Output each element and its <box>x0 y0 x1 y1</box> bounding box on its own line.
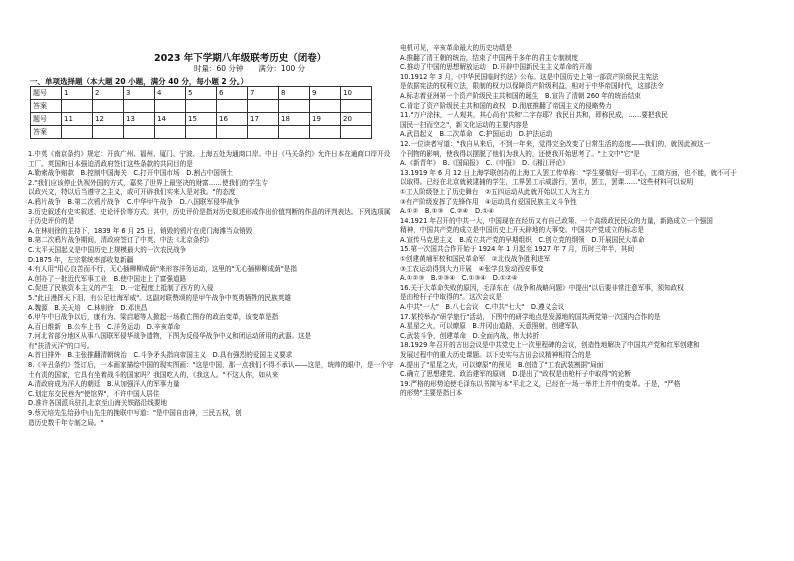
question-number: 11 <box>62 113 93 126</box>
question-number: 4 <box>155 87 186 100</box>
answer-cell[interactable] <box>279 126 310 139</box>
answer-cell[interactable] <box>310 100 341 113</box>
row-label: 题号 <box>31 113 62 126</box>
answer-cell[interactable] <box>93 126 124 139</box>
answer-cell[interactable] <box>155 126 186 139</box>
question-number: 3 <box>124 87 155 100</box>
question-number: 12 <box>93 113 124 126</box>
answer-cell[interactable] <box>186 126 217 139</box>
answer-table <box>30 86 372 139</box>
question-number: 18 <box>279 113 310 126</box>
row-label: 题号 <box>31 87 62 100</box>
answer-cell[interactable] <box>62 126 93 139</box>
row-label: 答案 <box>31 100 62 113</box>
answer-cell[interactable] <box>62 100 93 113</box>
answer-table-row <box>31 87 372 100</box>
exam-title: 2023 年下学期八年级联考历史（闭卷） <box>154 53 327 64</box>
answer-cell[interactable] <box>124 126 155 139</box>
question-number: 7 <box>248 87 279 100</box>
answer-cell[interactable] <box>217 100 248 113</box>
questions-left: 1.中英《南京条约》规定：开放广州、福州、厦门、宁波、上海五处为通商口岸。中日《马关条约》允许日本在通商口岸开设工厂。英国和日本强迫清政府签订这些条款的共同目的是 A.勒索战争赔款 B.控制中国海关 C.打开中国市场 D.割占中国领土 2."我们应该停止仇视外国的方式，嘉奖了世界上最坚决的财富……使我们的学生专 以政兴文，特以后当遵守之主义，或可开辟我们实来人是对我。"的态度 A.鸦片战争 B.第二次鸦片战争 C.中华甲午战争 D.八国联军侵华战争 3.历史叙述有史实叙述、史论评价等方式。其中，历史评价是指对历史叙述形成作出价值判断的作品的评判表达。下列选项属于历史评价的是 A.在林则徐的主持下，1839 年 6 月 25 日，销毁的鸦片在虎门海滩当众销毁 B.第二次鸦片战争期间，清政府签订了中英、中法《北京条约》 C.太平天国起义是中国历史上规模最大的一次农民战争 D.1875 年，左宗棠统率部收复新疆 4.有人用"用心良苦而不行，无心插柳柳成荫"来形容洋务运动，这里的"无心插柳柳成荫"是指 A.创办了一批近代军事工业 B.使中国走上了富强道路 C.促进了民族资本主义的产生 D.一定程度上抵制了西方的入侵 5."此日漫挥天下泪，有公足壮海军威"。这副对联赞颂的是甲午战争中英勇牺牲的民族英雄 A.魏源 B.关天培 C.林则徐 D.邓世昌 6.甲午中日战争以后，康有为、梁启超等人掀起一场救亡图存的政治变革，该变革是指 A.百日维新 B.公车上书 C.洋务运动 D.辛亥革命 7.河北省部分地区从事八国联军侵华战争遗物，下图为反侵华战争中义和团运动所用的武器。这是 有"扶清灭洋"的口号。 A.首目排外 B.主张推翻清朝统治 C.斗争矛头指向帝国主义 D.具有强烈的爱国主义要求 8.《辛丑条约》签订后，一本画家描绘中国的现实图画："这是中国，那一点我们不得不承认——这是，统帅的眼中，是一个守土有责的国家，它具有坐着战斗的国家吗？我国吃人的，《我这人。"不这人你，如从来 A.清政府成为洋人的朝廷 B.从加强洋人的军事力量 C.划定东交民巷为"使馆界"，不许中国人居住 D.准许各国派兵驻扎北京至山海关铁路沿线要地 9.蔡元培先生给孙中山先生的挽联中写道："是中国自由神，三民五权，创 造历史数千年专制之局。" <box>28 150 394 427</box>
answer-cell[interactable] <box>341 126 372 139</box>
answer-cell[interactable] <box>248 126 279 139</box>
question-number: 14 <box>155 113 186 126</box>
question-number: 2 <box>93 87 124 100</box>
answer-cell[interactable] <box>155 100 186 113</box>
question-number: 16 <box>217 113 248 126</box>
exam-meta: 时量：60 分钟 满分：100 分 <box>194 64 306 73</box>
answer-table-row <box>31 126 372 139</box>
question-number: 17 <box>248 113 279 126</box>
question-number: 8 <box>279 87 310 100</box>
question-number: 15 <box>186 113 217 126</box>
answer-cell[interactable] <box>279 100 310 113</box>
answer-cell[interactable] <box>124 100 155 113</box>
answer-cell[interactable] <box>93 100 124 113</box>
question-number: 20 <box>341 113 372 126</box>
question-number: 19 <box>310 113 341 126</box>
question-number: 6 <box>217 87 248 100</box>
answer-table-row <box>31 100 372 113</box>
answer-cell[interactable] <box>310 126 341 139</box>
answer-cell[interactable] <box>186 100 217 113</box>
answer-table-row <box>31 113 372 126</box>
row-label: 答案 <box>31 126 62 139</box>
question-number: 13 <box>124 113 155 126</box>
question-number: 1 <box>62 87 93 100</box>
question-number: 9 <box>310 87 341 100</box>
answer-cell[interactable] <box>248 100 279 113</box>
question-number: 5 <box>186 87 217 100</box>
questions-right: 电机可见，辛亥革命最大的历史功绩是 A.推翻了清王朝的统治，结束了中国两千多年的君主专制制度 C.推动了中国的思想解放运动 D.开辟中国新民主主义革命的开端 10.1912 年 3 月，《中华民国临时约法》公布。这是中国历史上第一部资产阶级民主宪法 是依据宪法的权利立法，限制的权力以保障资产阶级利益，相对于中华帝国时代，这部法令 A.标志着亚洲第一个资产阶级民主共和国的诞生 B.宣告了清朝 260 年的统治结束 C.肯定了资产阶级民主共和国的政权 D.彻底推翻了帝国主义的侵略势力 11."万户涂抹，一人观其，其心尚有'共和'二字存耶？我民日共和，即称民成，……要把我民 国民一扫而空之"，新文化运动的主要内容是 A.武昌起义 B.二次革命 C.护国运动 D.护法运动 12.一位读者写道："我自从来后，不到一年来，觉得完全改变了日常生活的态度——我们的，就因此被这一 个刊物的影响，使我得以摆脱了他们为我人的，还使我开始思考了。"上文中"它"是 A.《新青年》 B.《国闻报》 C.《申报》 D.《湘江评论》 13.1919 年 6 月 12 日上海学联创办的上海工人罢工传单称："学生要做好一切平心，工商方面，也不能，就不可于 以取得。已经在北京就被逮捕的学生，工界罢工示威游行，罢市，罢工，罢课……"这些材料可以说明 ①工人阶级登上了历史舞台 ②五四运动从此就开始以工人为主力 ③有产阶级发挥了先锋作用 ④运动具有爱国民族主义斗争性 A.①② B.①③ C.②④ D.①④ 14.1921 年召开的中共一大，中国现在在经历又有自己政策、一个高级政民民众的力量，新路成立一个强国 精神，中国共产党的成立是中国历史上开天辟地的大事变。中国共产党成立的标志是 A.宣传马克思主义 B.成立共产党的早期组织 C.创立党的纲领 D.开展国民大革命 15.第一次国共合作开始于 1924 年 1 月起至 1927 年 7 月，历时三年半，其间 ①创建黄埔军校和国民革命军 ②北伐战争胜利进军 ③工农运动得到大力开展 ④张学良发动西安事变 A.①②③ B.②③④ C.①③④ D.①②④ 16.关于大革命失败的原因，毛泽东在《战争和战略问题》中提出"以后要非常注意军事，须知政权 是由枪杆子中取得的"。这次会议是 A.中共"一大" B.八七会议 C.中共"七大" D.遵义会议 17.某校举办"研学旅行"活动，下图中的研学地点是发源地的国共两党第一次国内合作的是 A.星星之火，可以燎原 B.井冈山道路，天意照射，创建军队 C.武装斗争，创建革命 D.全面内战，伟大转折 18.1929 年召开的古田会议是中共党史上一次里程碑的会议，创造性地解决了中国共产党和红军创建和 发展过程中的重大历史课题。以下史实与古田会议精神相符合的是 A.提出了"星星之火，可以燎原"的预见 B.创造了"工农武装割据"局面 C.确立了思想建党、政治建军的原则 D.提出了"政权是由枪杆子中取得"的论断 19.严格的形势迫使毛泽东以书简写本"平北之义，已经在一场一举并上并中的变革。于是，"严格 的形势"主要是指日本 <box>400 44 737 398</box>
answer-cell[interactable] <box>217 126 248 139</box>
answer-cell[interactable] <box>341 100 372 113</box>
question-number: 10 <box>341 87 372 100</box>
section-heading: 一、单项选择题（本大题 20 小题，满分 40 分，每小题 2 分。） <box>30 77 249 86</box>
